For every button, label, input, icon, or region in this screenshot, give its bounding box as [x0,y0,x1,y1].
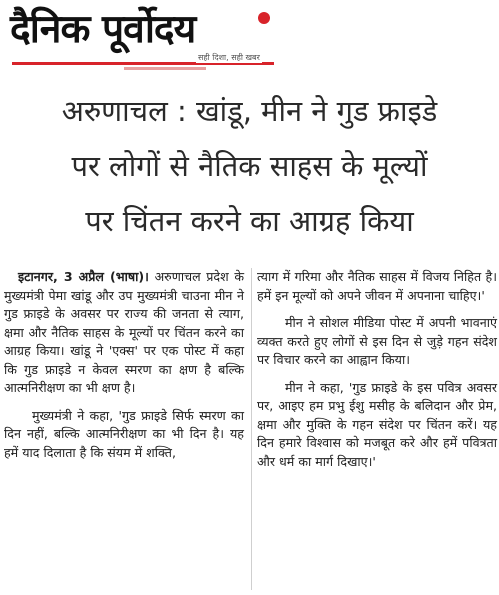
masthead-sub-rule [124,67,206,70]
article-paragraph: मुख्यमंत्री ने कहा, 'गुड फ्राइडे सिर्फ स्मरण का दिन नहीं, बल्कि आत्मनिरीक्षण का भी दिन है। यह हमें याद दिलाता है कि संयम में शक्ति, [4,407,244,460]
newspaper-tagline: सही दिशा, सही खबर [198,53,260,62]
newspaper-name: दैनिक पूर्वोदय [10,7,196,52]
article-paragraph [4,268,244,398]
article-paragraph: त्याग में गरिमा और नैतिक साहस में विजय निहित है। हमें इन मूल्यों को अपने जीवन में अपनाना चाहिए।' [257,269,497,303]
headline-line-1: अरुणाचल : खांडू, मीन ने गुड फ्राइडे [61,94,438,128]
article-paragraph: मीन ने कहा, 'गुड फ्राइडे के इस पवित्र अवसर पर, आइए हम प्रभु ईशु मसीह के बलिदान और प्रेम, क्षमा और मुक्ति के गहन संदेश पर चिंतन करें। यह दिन हमारे विश्वास को मजबूत करे और हमें पवित्रता और धर्म का मार्ग दिखाए।' [257,379,497,469]
headline-line-2: पर लोगों से नैतिक साहस के मूल्यों [71,149,428,183]
headline-line-3: पर चिंतन करने का आग्रह किया [85,204,414,238]
logo-dot [258,12,270,24]
masthead [0,0,499,76]
article-column-right [257,268,497,480]
article-paragraph: मीन ने सोशल मीडिया पोस्ट में अपनी भावनाएं व्यक्त करते हुए लोगों से इस दिन से जुड़े गहन संदेश पर विचार करने का आह्वान किया। [257,315,497,367]
column-divider [251,268,252,590]
article-dateline: इटानगर, 3 अप्रैल (भाषा)। [18,269,149,284]
article-headline [6,84,493,249]
article-column-left [4,268,244,471]
paragraph-body: अरुणाचल प्रदेश के मुख्यमंत्री पेमा खांडू और उप मुख्यमंत्री चाउना मीन ने गुड फ्राइडे के अवसर पर राज्य की जनता से त्याग, क्षमा और नैतिक साहस के मूल्यों पर चिंतन करने का आग्रह किया। खांडू ने 'एक्स' पर एक पोस्ट में कहा कि गुड फ्राइडे न केवल स्मरण का क्षण है बल्कि आत्मनिरीक्षण का भी क्षण है। [4,269,244,395]
